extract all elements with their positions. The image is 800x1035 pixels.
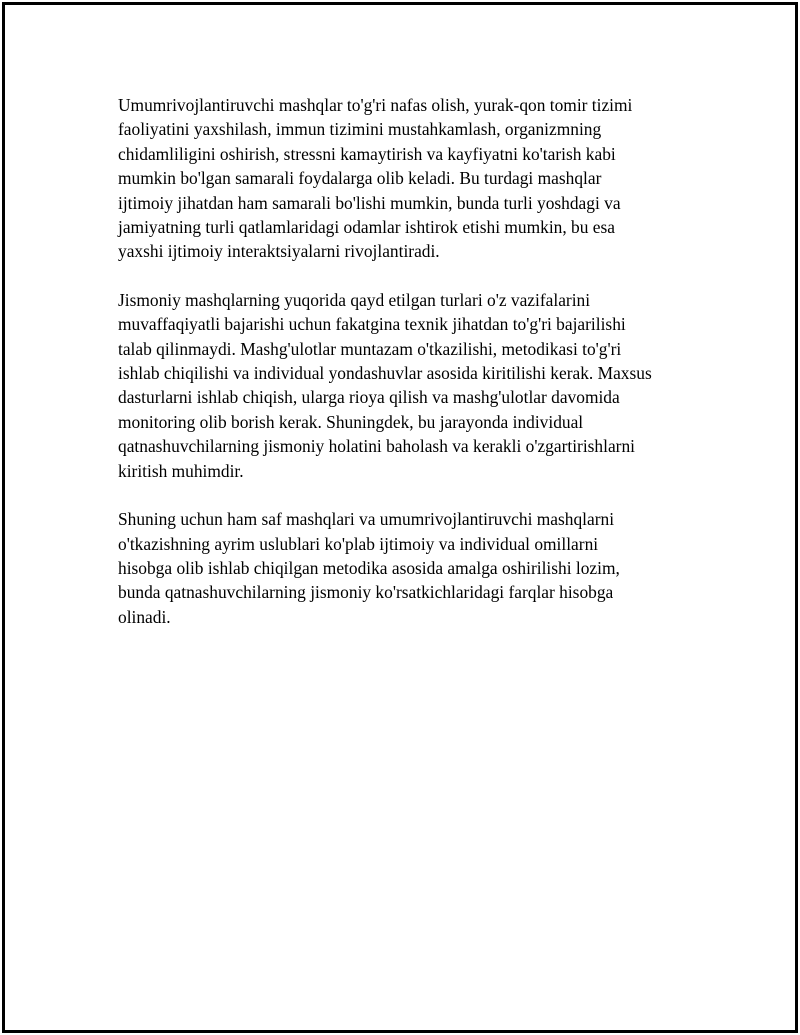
paragraph-1-line-3: chidamliligini oshirish, stressni kamaytirish va kayfiyatni ko'tarish kabi xyxy=(118,143,616,164)
paragraph-1-line-1: Umumrivojlantiruvchi mashqlar to'g'ri nafas olish, yurak-qon tomir tizimi xyxy=(118,95,633,115)
paragraph-1-line-4: mumkin bo'lgan samarali foydalarga olib keladi. Bu turdagi mashqlar xyxy=(118,168,602,189)
paragraph-2-line-1: Jismoniy mashqlarning yuqorida qayd etilgan turlari o'z vazifalarini xyxy=(118,289,591,310)
paragraph-3-line-5: olinadi. xyxy=(118,606,171,627)
paragraph-1 xyxy=(118,93,678,264)
paragraph-2-line-5: dasturlarni ishlab chiqish, ularga rioya qilish va mashg'ulotlar davomida xyxy=(118,387,620,408)
document-body xyxy=(118,93,678,653)
paragraph-2 xyxy=(118,288,678,483)
paragraph-2-line-2: muvaffaqiyatli bajarishi uchun fakatgina texnik jihatdan to'g'ri bajarilishi xyxy=(118,314,626,335)
paragraph-3-line-4: bunda qatnashuvchilarning jismoniy ko'rsatkichlaridagi farqlar hisobga xyxy=(118,582,614,603)
paragraph-3 xyxy=(118,507,678,629)
paragraph-3-line-3: hisobga olib ishlab chiqilgan metodika asosida amalga oshirilishi lozim, xyxy=(118,557,620,578)
paragraph-2-line-7: qatnashuvchilarning jismoniy holatini baholash va kerakli o'zgartirishlarni xyxy=(118,436,635,457)
paragraph-3-line-2: o'tkazishning ayrim uslublari ko'plab ijtimoiy va individual omillarni xyxy=(118,533,599,554)
paragraph-1-line-6: jamiyatning turli qatlamlaridagi odamlar ishtirok etishi mumkin, bu esa xyxy=(118,217,615,238)
paragraph-3-line-1: Shuning uchun ham saf mashqlari va umumrivojlantiruvchi mashqlarni xyxy=(118,509,615,530)
paragraph-1-line-5: ijtimoiy jihatdan ham samarali bo'lishi mumkin, bunda turli yoshdagi va xyxy=(118,192,621,213)
paragraph-2-line-3: talab qilinmaydi. Mashg'ulotlar muntazam o'tkazilishi, metodikasi to'g'ri xyxy=(118,338,622,359)
paragraph-2-line-6: monitoring olib borish kerak. Shuningdek, bu jarayonda individual xyxy=(118,411,584,432)
paragraph-2-line-4: ishlab chiqilishi va individual yondashuvlar asosida kiritilishi kerak. Maxsus xyxy=(118,363,652,384)
paragraph-1-line-7: yaxshi ijtimoiy interaktsiyalarni rivojlantiradi. xyxy=(118,241,440,262)
paragraph-1-line-2: faoliyatini yaxshilash, immun tizimini mustahkamlash, organizmning xyxy=(118,119,602,140)
paragraph-2-line-8: kiritish muhimdir. xyxy=(118,460,244,481)
